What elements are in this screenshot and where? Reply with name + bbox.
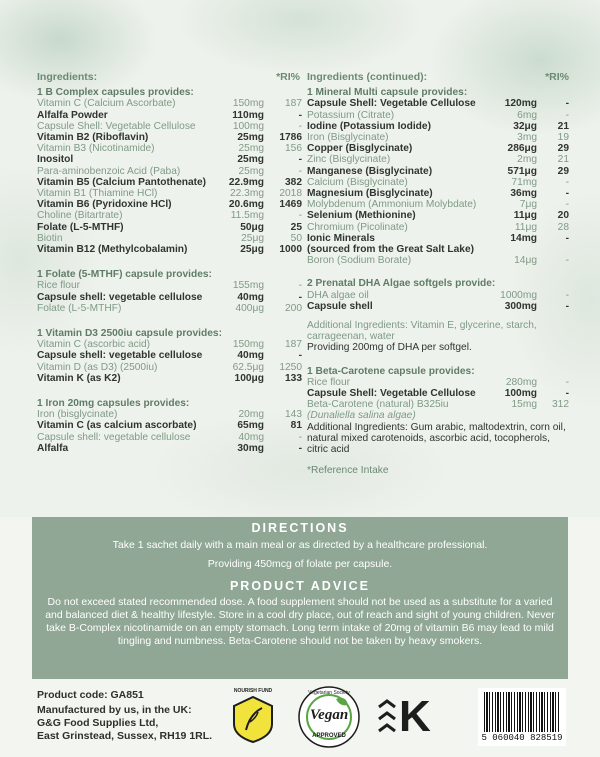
- ingredient-amount: 100μg: [234, 372, 264, 384]
- ingredient-amount: 11μg: [513, 210, 537, 222]
- ingredient-ri: 29: [557, 143, 569, 155]
- vegan-text: Vegan: [309, 707, 349, 723]
- ingredient-amount: 571μg: [507, 165, 537, 177]
- ingredient-ri: 133: [285, 372, 302, 384]
- left-sections: [37, 87, 302, 454]
- barcode: [478, 688, 566, 746]
- ingredient-amount: 20.6mg: [228, 199, 264, 211]
- vegan-approved-logo: [296, 685, 362, 749]
- ingredient-ri: -: [298, 280, 302, 292]
- ingredient-amount: 65mg: [237, 420, 264, 432]
- ingredient-name: Beta-Carotene (natural) B325iu: [307, 399, 449, 411]
- ingredient-row: [37, 188, 302, 199]
- nourish-fund-text: NOURISH FUND: [233, 688, 273, 694]
- ingredient-ri: 25: [290, 221, 302, 233]
- directions-title: DIRECTIONS: [251, 521, 349, 535]
- ingredient-ri: 382: [285, 176, 302, 188]
- ingredient-ri: -: [298, 442, 302, 454]
- ingredient-ri: -: [298, 154, 302, 166]
- barcode-bars: [484, 692, 560, 732]
- manufacturer-line-2: G&G Food Supplies Ltd,: [37, 717, 159, 729]
- ingredient-ri: 143: [285, 409, 302, 421]
- section-title: 1 Beta-Carotene capsule provides:: [307, 365, 475, 377]
- ingredient-name: Rice flour: [307, 376, 351, 388]
- boron-row: [307, 255, 569, 266]
- ingredient-row: [307, 290, 569, 301]
- ingredient-name: Iodine (Potassium Iodide): [307, 120, 431, 132]
- ingredient-row: [307, 233, 569, 244]
- mineral-rows: [307, 98, 569, 244]
- ingredient-name: Iron (Bisglycinate): [307, 132, 389, 144]
- ingredient-ri: 1786: [279, 132, 302, 144]
- dha-additional-ingredients: Additional Ingredients: Vitamin E, glycerine, starch, carrageenan, water: [307, 320, 537, 343]
- section-title: 2 Prenatal DHA Algae softgels provide:: [307, 278, 496, 290]
- ingredient-amount: 100mg: [504, 388, 537, 400]
- ingredient-name: Selenium (Methionine): [307, 210, 416, 222]
- ingredient-row: [37, 110, 302, 121]
- ingredient-name: Alfalfa Powder: [37, 109, 108, 121]
- ingredient-row: [37, 280, 302, 291]
- ingredient-ri: 187: [285, 98, 302, 110]
- ingredient-amount: 25mg: [237, 154, 264, 166]
- ingredient-name: Biotin: [37, 232, 63, 244]
- ingredient-name: Folate (L-5-MTHF): [37, 221, 124, 233]
- ingredient-name: Manganese (Bisglycinate): [307, 165, 433, 177]
- ingredient-amount: 11μg: [514, 221, 537, 233]
- ingredient-ri: 1000: [279, 244, 302, 256]
- ingredient-row: [307, 255, 569, 266]
- ingredient-name: Capsule shell: vegetable cellulose: [37, 431, 191, 443]
- ingredient-ri: 29: [557, 165, 569, 177]
- ingredient-ri: -: [565, 188, 569, 200]
- section-title: 1 Folate (5-MTHF) capsule provides:: [37, 269, 212, 281]
- manufacturer-line-3: East Grinstead, Sussex, RH19 1RL.: [37, 730, 213, 742]
- ingredient-ri: -: [565, 232, 569, 244]
- ingredient-amount: 11.5mg: [230, 210, 264, 222]
- ingredient-amount: 155mg: [232, 280, 264, 292]
- ingredient-ri: -: [298, 291, 302, 303]
- ingredient-row: [37, 373, 302, 384]
- ingredient-name: Vitamin B6 (Pyridoxine HCl): [37, 199, 172, 211]
- ingredient-row: [37, 432, 302, 443]
- nourish-fund-icon: [228, 694, 278, 744]
- ingredient-row: [37, 98, 302, 109]
- ingredient-name: Potassium (Citrate): [307, 109, 395, 121]
- ingredient-name: Vitamin D (as D3) (2500iu): [37, 361, 158, 373]
- ingredient-amount: 2mg: [517, 154, 537, 166]
- ingredient-ri: -: [565, 255, 569, 267]
- ingredient-name: Vitamin K (as K2): [37, 372, 121, 384]
- ingredient-amount: 14mg: [510, 232, 537, 244]
- ingredient-name: Vitamin C (ascorbic acid): [37, 339, 151, 351]
- ingredient-ri: -: [298, 120, 302, 132]
- ingredient-row: [37, 292, 302, 303]
- section-title: 1 B Complex capsules provides:: [37, 87, 194, 99]
- ingredient-name: Capsule shell: vegetable cellulose: [37, 291, 203, 303]
- product-advice-text: Do not exceed stated recommended dose. A food supplement should not be used as a substitute for a varied and balanced diet & healthy lifestyle. Store in a cool dry place, out of reach and sight of young children. Never take B-Complex nicotinamide on an empty stomach. Long term intake of 20mg of vitamin B6 may lead to mild tingling and numbness. Beta-Carotene should not be taken by heavy smokers.: [45, 596, 555, 647]
- ingredient-name: Rice flour: [37, 280, 81, 292]
- ingredient-row: [307, 154, 569, 165]
- ingredient-row: [307, 132, 569, 143]
- ingredient-name: Capsule Shell: Vegetable Cellulose: [307, 98, 476, 110]
- ingredient-name: Calcium (Bisglycinate): [307, 176, 408, 188]
- ingredient-name: Capsule Shell: Vegetable Cellulose: [37, 120, 196, 132]
- ingredient-row: [307, 177, 569, 188]
- ingredient-ri: -: [565, 388, 569, 400]
- ingredient-name: Capsule Shell: Vegetable Cellulose: [307, 388, 476, 400]
- ingredient-amount: 150mg: [232, 98, 264, 110]
- ingredient-amount: 280mg: [505, 376, 537, 388]
- ingredient-amount: 40mg: [237, 291, 264, 303]
- ionic-note: (sourced from the Great Salt Lake): [307, 244, 475, 256]
- product-code: Product code: GA851: [37, 689, 144, 701]
- ingredient-row: [307, 210, 569, 221]
- ingredient-name: Vitamin B2 (Riboflavin): [37, 132, 149, 144]
- section-title: 1 Iron 20mg capsules provides:: [37, 398, 190, 410]
- product-advice-title: PRODUCT ADVICE: [229, 579, 371, 593]
- ingredient-name: Molybdenum (Ammonium Molybdate): [307, 199, 477, 211]
- ingredient-amount: 22.3mg: [230, 188, 264, 200]
- ingredient-ri: -: [298, 350, 302, 362]
- ingredient-ri: 19: [557, 132, 569, 144]
- ingredient-ri: 1250: [279, 361, 302, 373]
- ingredient-amount: 400μg: [235, 302, 264, 314]
- ingredient-name: Inositol: [37, 154, 74, 166]
- ingredient-amount: 3mg: [517, 132, 537, 144]
- ingredient-amount: 25μg: [240, 244, 264, 256]
- directions-panel: [32, 517, 568, 679]
- ingredient-row: [307, 301, 569, 312]
- ingredient-row: [307, 110, 569, 121]
- chevron-mark-icon: [377, 697, 399, 742]
- ingredient-row: [37, 199, 302, 210]
- ingredient-name: Capsule shell: [307, 300, 373, 312]
- ingredients-continued-title: Ingredients (continued):: [307, 71, 428, 83]
- ingredient-amount: 300mg: [504, 300, 537, 312]
- directions-line-1: Take 1 sachet daily with a main meal or as directed by a healthcare professional.: [112, 539, 488, 551]
- ingredient-row: [37, 210, 302, 221]
- manufacturer-info: [37, 689, 212, 743]
- ingredient-row: [307, 143, 569, 154]
- ingredient-row: [37, 339, 302, 350]
- dha-rows: [307, 290, 569, 312]
- ingredient-row: [307, 388, 569, 399]
- ingredient-amount: 50μg: [240, 221, 264, 233]
- ak-logo: [377, 692, 432, 742]
- section-title: 1 Vitamin D3 2500iu capsule provides:: [37, 328, 222, 340]
- ingredients-title: Ingredients:: [37, 71, 98, 83]
- ingredient-name: Capsule shell: vegetable cellulose: [37, 350, 203, 362]
- reference-intake-note: *Reference Intake: [307, 465, 389, 477]
- ingredient-amount: 25mg: [238, 165, 264, 177]
- vegan-society-text: Vegetarian Society: [308, 690, 350, 696]
- ingredient-ri: 50: [290, 232, 302, 244]
- ingredient-row: [37, 362, 302, 373]
- ingredient-row: [307, 399, 569, 410]
- ingredient-ri: -: [298, 109, 302, 121]
- ingredient-row: [307, 166, 569, 177]
- ingredient-amount: 25μg: [241, 232, 264, 244]
- ingredient-amount: 14μg: [514, 255, 537, 267]
- ingredient-ri: 81: [290, 420, 302, 432]
- ingredient-amount: 120mg: [504, 98, 537, 110]
- ingredient-ri: -: [298, 165, 302, 177]
- ingredient-name: Vitamin B12 (Methylcobalamin): [37, 244, 188, 256]
- ingredient-name: Vitamin C (Calcium Ascorbate): [37, 98, 176, 110]
- ingredient-amount: 32μg: [513, 120, 537, 132]
- ingredient-row: [37, 244, 302, 255]
- ingredient-name: Choline (Bitartrate): [37, 210, 123, 222]
- ingredient-ri: 2018: [279, 188, 302, 200]
- ingredient-row: [307, 377, 569, 388]
- ingredient-amount: 40mg: [237, 350, 264, 362]
- ingredient-name: Folate (L-5-MTHF): [37, 302, 122, 314]
- ingredient-row: [37, 154, 302, 165]
- manufacturer-line-1: Manufactured by us, in the UK:: [37, 704, 192, 716]
- ingredient-row: [307, 188, 569, 199]
- ingredients-left-column: [37, 72, 302, 454]
- ingredient-row: [307, 199, 569, 210]
- ingredient-ri: -: [565, 300, 569, 312]
- barcode-number: 5 060040 828519: [481, 733, 563, 743]
- ingredient-name: Para-aminobenzoic Acid (Paba): [37, 165, 181, 177]
- ingredient-amount: 150mg: [232, 339, 264, 351]
- ingredient-row: [37, 132, 302, 143]
- ingredient-row: [37, 420, 302, 431]
- ingredients-right-column: [307, 72, 569, 477]
- ingredient-ri: -: [565, 109, 569, 121]
- ingredient-ri: -: [565, 98, 569, 110]
- ingredient-name: Ionic Minerals: [307, 232, 375, 244]
- ri-header-right: *RI%: [545, 71, 569, 83]
- ingredient-amount: 100mg: [232, 120, 264, 132]
- ingredient-amount: 7μg: [519, 199, 537, 211]
- ingredient-ri: 21: [557, 154, 569, 166]
- dha-providing: Providing 200mg of DHA per softgel.: [307, 342, 472, 354]
- ingredient-row: [37, 443, 302, 454]
- beta-additional-ingredients: Additional Ingredients: Gum arabic, maltodextrin, corn oil, natural mixed carotenoids, ascorbic acid, tocopherols, citric acid: [307, 421, 566, 456]
- approved-text: APPROVED: [312, 733, 346, 739]
- ingredient-ri: 1469: [279, 199, 302, 211]
- ingredient-row: [37, 233, 302, 244]
- ingredient-row: [37, 350, 302, 361]
- ingredient-name: Vitamin B1 (Thiamine HCl): [37, 188, 158, 200]
- ingredient-row: [37, 222, 302, 233]
- ingredient-name: Vitamin B5 (Calcium Pantothenate): [37, 176, 207, 188]
- ingredient-amount: 25mg: [237, 132, 264, 144]
- ingredient-name: DHA algae oil: [307, 289, 369, 301]
- ingredient-row: [37, 303, 302, 314]
- ingredient-ri: 200: [285, 302, 302, 314]
- ingredient-amount: 20mg: [238, 409, 264, 421]
- ingredient-name: Boron (Sodium Borate): [307, 255, 412, 267]
- ingredient-ri: 21: [557, 120, 569, 132]
- ingredient-name: Iron (bisglycinate): [37, 409, 118, 421]
- ingredient-row: [307, 121, 569, 132]
- ingredient-amount: 110mg: [232, 109, 264, 121]
- ingredient-ri: -: [565, 289, 569, 301]
- ingredient-ri: -: [565, 199, 569, 211]
- ingredient-row: [37, 143, 302, 154]
- ingredient-ri: 28: [557, 221, 569, 233]
- ingredient-ri: -: [298, 431, 302, 443]
- ingredient-amount: 36mg: [510, 188, 537, 200]
- ingredient-row: [37, 177, 302, 188]
- ingredient-amount: 62.5μg: [232, 361, 264, 373]
- ingredient-ri: 312: [552, 399, 569, 411]
- beta-rows: [307, 377, 569, 411]
- ingredient-row: [37, 409, 302, 420]
- ingredient-amount: 40mg: [238, 431, 264, 443]
- ingredients-continued-header: [307, 72, 569, 83]
- ingredient-amount: 71mg: [511, 176, 537, 188]
- ingredient-row: [37, 121, 302, 132]
- ingredient-row: [307, 222, 569, 233]
- ingredient-amount: 1000mg: [500, 289, 537, 301]
- ingredients-header: [37, 72, 302, 83]
- ingredient-amount: 15mg: [511, 399, 537, 411]
- ingredient-amount: 6mg: [517, 109, 537, 121]
- ingredient-ri: 20: [557, 210, 569, 222]
- k-letter: K: [399, 692, 431, 741]
- ingredient-amount: 25mg: [238, 143, 264, 155]
- ingredient-ri: -: [565, 176, 569, 188]
- section-title: 1 Mineral Multi capsule provides:: [307, 87, 468, 99]
- ingredient-name: Vitamin B3 (Nicotinamide): [37, 143, 155, 155]
- ingredient-name: Zinc (Bisglycinate): [307, 154, 391, 166]
- ingredient-name: Copper (Bisglycinate): [307, 143, 413, 155]
- ingredient-ri: 187: [285, 339, 302, 351]
- ingredient-name: Alfalfa: [37, 442, 69, 454]
- ingredient-amount: 30mg: [237, 442, 264, 454]
- ri-header: *RI%: [276, 71, 300, 83]
- nourish-fund-logo: [228, 688, 278, 744]
- ingredient-row: [307, 98, 569, 109]
- ingredient-row: [37, 166, 302, 177]
- ingredient-amount: 22.9mg: [228, 176, 264, 188]
- directions-line-2: Providing 450mcg of folate per capsule.: [207, 558, 393, 570]
- ingredient-name: Chromium (Picolinate): [307, 221, 408, 233]
- ingredient-name: Magnesium (Bisglycinate): [307, 188, 433, 200]
- ingredient-amount: 286μg: [507, 143, 537, 155]
- beta-species: (Dunaliella salina algae): [307, 410, 416, 422]
- ingredient-ri: 156: [285, 143, 302, 155]
- ingredient-ri: -: [298, 210, 302, 222]
- ingredient-ri: -: [565, 376, 569, 388]
- ingredient-name: Vitamin C (as calcium ascorbate): [37, 420, 197, 432]
